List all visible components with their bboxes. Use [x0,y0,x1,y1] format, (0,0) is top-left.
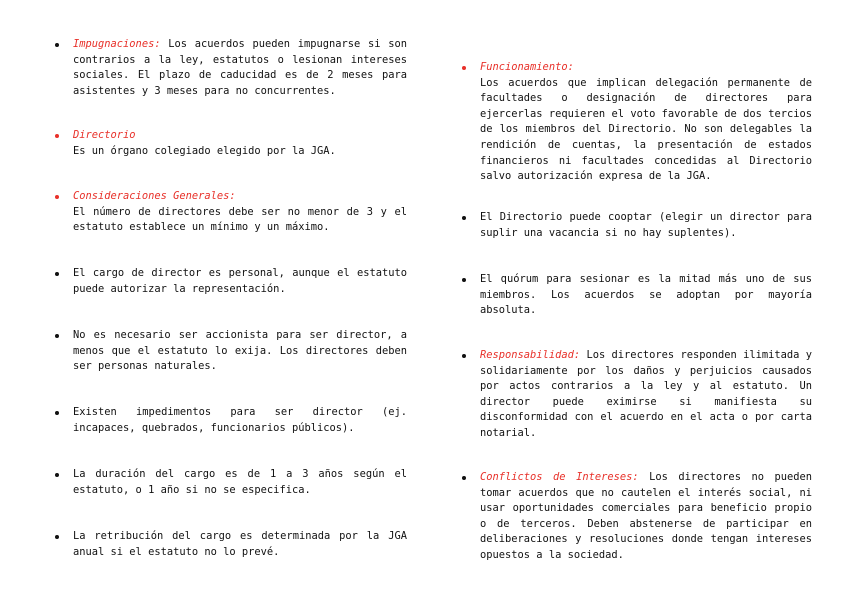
item-text: No es necesario ser accionista para ser director, a menos que el estatuto lo exija. Los directores deben ser personas naturales. [73,329,407,373]
list-item-impugnaciones [55,37,407,99]
item-title: Consideraciones Generales: [73,190,236,202]
item-title: Impugnaciones: [73,38,161,50]
list-item-directorio [55,128,407,159]
item-text: El quórum para sesionar es la mitad más uno de sus miembros. Los acuerdos se adoptan por mayoría absoluta. [480,273,812,317]
item-text: Existen impedimentos para ser director (ej. incapaces, quebrados, funcionarios públicos). [73,406,407,434]
item-text: Los acuerdos pueden impugnarse si son contrarios a la ley, estatutos o lesionan intereses sociales. El plazo de caducidad es de 2 meses para asistentes y 3 meses para no concurrentes. [73,38,407,97]
item-text: Los acuerdos que implican delegación permanente de facultades o designación de directores para ejercerlas requieren el voto favorable de dos tercios de los miembros del Directorio. No son delegables la rendición de cuentas, la presentación de estados financieros ni facultades concedidas al Directorio salvo autorización expresa de la JGA. [480,76,812,183]
item-text: El cargo de director es personal, aunque el estatuto puede autorizar la representación. [73,267,407,295]
item-text: Los directores responden ilimitada y solidariamente por los daños y perjuicios causados por actos contrarios a la ley y al estatuto. Un director puede eximirse si manifiesta su disconformidad con el acuerdo en el acta o por carta notarial. [480,349,812,439]
item-title: Conflictos de Intereses: [480,471,639,483]
item-title: Directorio [73,129,136,141]
list-item-conflictos [462,470,812,564]
item-text: Es un órgano colegiado elegido por la JGA. [73,144,336,157]
list-item-responsabilidad [462,348,812,442]
item-text: El número de directores debe ser no menor de 3 y el estatuto establece un mínimo y un máximo. [73,205,407,234]
list-item [462,210,812,241]
item-text: La duración del cargo es de 1 a 3 años según el estatuto, o 1 año si no se especifica. [73,468,407,496]
list-item [55,328,407,375]
list-item [55,405,407,436]
list-item-funcionamiento [462,60,812,185]
item-text: La retribución del cargo es determinada por la JGA anual si el estatuto no lo prevé. [73,530,407,558]
list-item-consideraciones [55,189,407,236]
list-item [55,529,407,560]
list-item [462,272,812,319]
item-title: Responsabilidad: [480,349,581,361]
item-title: Funcionamiento: [480,61,574,73]
list-item [55,467,407,498]
item-text: El Directorio puede cooptar (elegir un director para suplir una vacancia si no hay suplentes). [480,211,812,239]
item-text: Los directores no pueden tomar acuerdos que no cautelen el interés social, ni usar oportunidades comerciales para beneficio propio o de terceros. Deben abstenerse de participar en deliberaciones y resoluciones donde tengan intereses opuestos a la sociedad. [480,471,812,561]
list-item [55,266,407,297]
